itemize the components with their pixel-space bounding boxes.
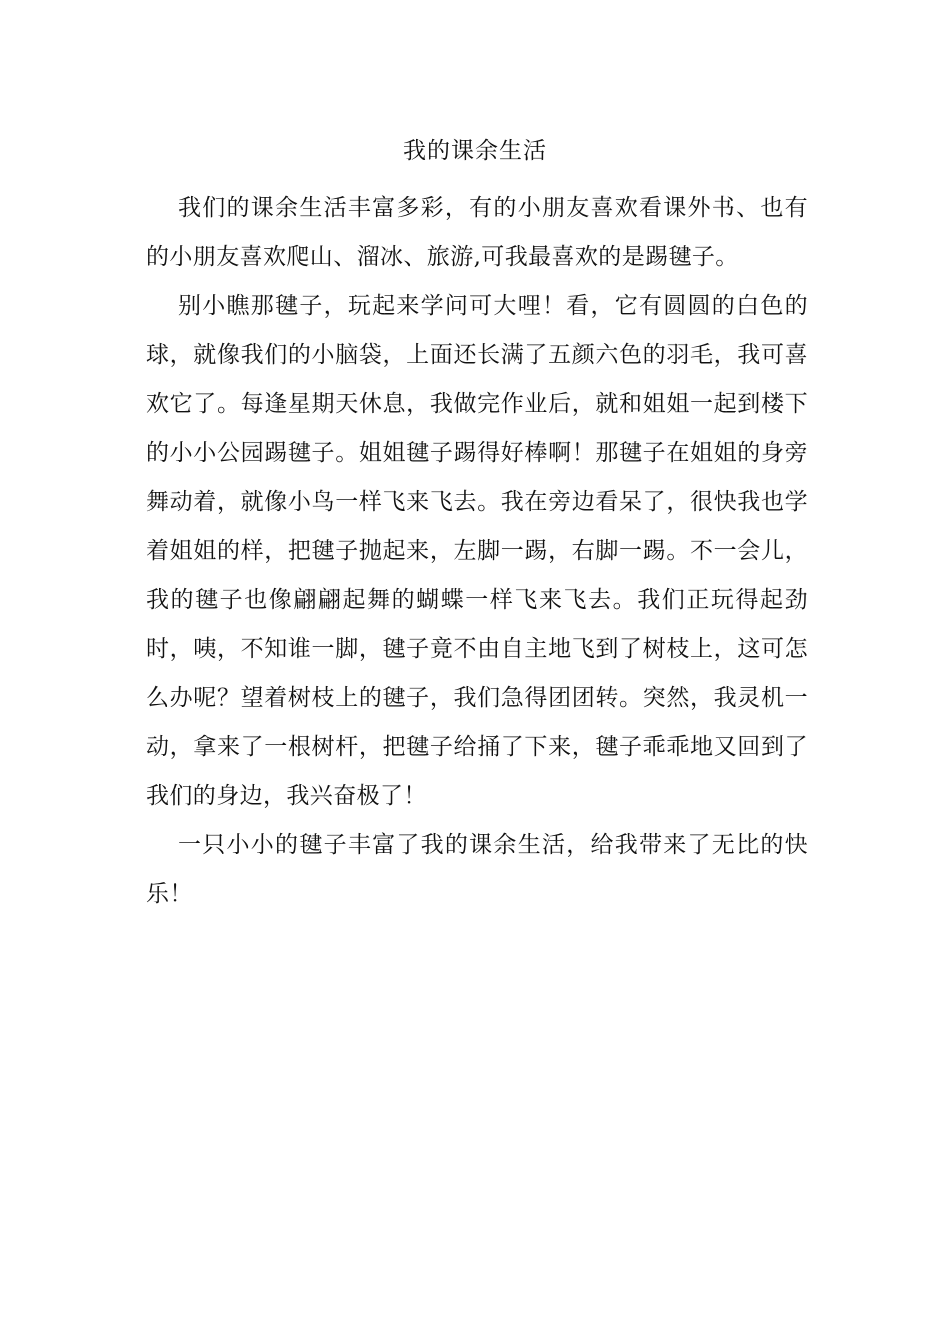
document-title: 我的课余生活 bbox=[403, 138, 547, 164]
paragraph-intro: 我们的课余生活丰富多彩，有的小朋友喜欢看课外书、也有的小朋友喜欢爬山、溜冰、旅游,可我最喜欢的是踢毽子。 bbox=[146, 195, 808, 270]
document-body bbox=[146, 184, 808, 919]
paragraph-conclusion: 一只小小的毽子丰富了我的课余生活，给我带来了无比的快乐！ bbox=[146, 832, 808, 907]
paragraph-main: 别小瞧那毽子，玩起来学问可大哩！看，它有圆圆的白色的球，就像我们的小脑袋，上面还长满了五颜六色的羽毛，我可喜欢它了。每逢星期天休息，我做完作业后，就和姐姐一起到楼下的小小公园踢毽子。姐姐毽子踢得好棒啊！那毽子在姐姐的身旁舞动着，就像小鸟一样飞来飞去。我在旁边看呆了，很快我也学着姐姐的样，把毽子抛起来，左脚一踢，右脚一踢。不一会儿，我的毽子也像翩翩起舞的蝴蝶一样飞来飞去。我们正玩得起劲时，咦，不知谁一脚，毽子竟不由自主地飞到了树枝上，这可怎么办呢？望着树枝上的毽子，我们急得团团转。突然，我灵机一动，拿来了一根树杆，把毽子给捅了下来，毽子乖乖地又回到了我们的身边，我兴奋极了！ bbox=[146, 293, 808, 809]
